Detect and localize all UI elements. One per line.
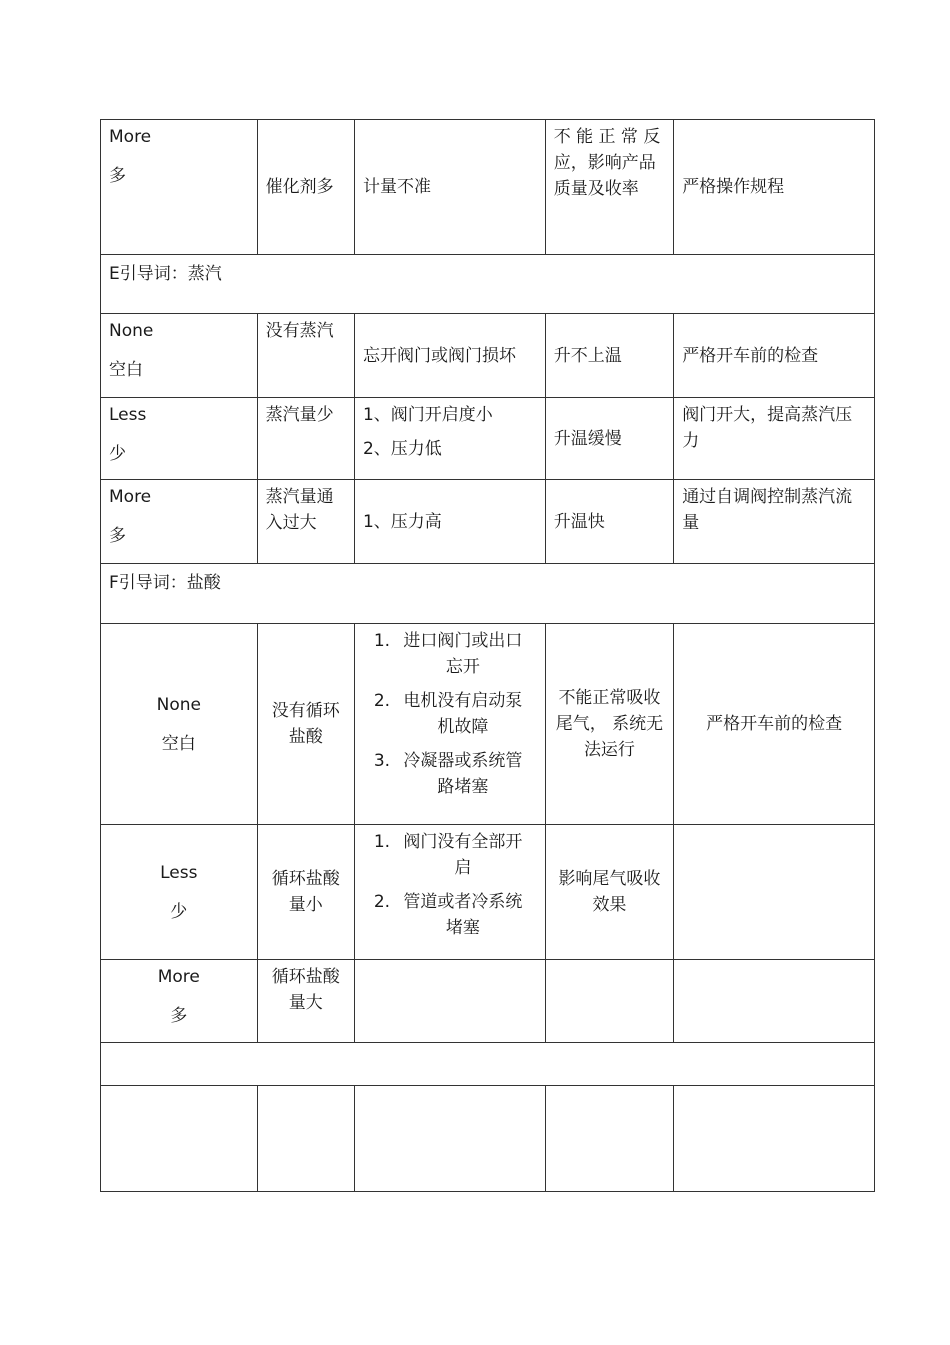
cause-number: 3. (373, 751, 391, 771)
consequence-cell: 不 能 正 常 反应，影响产品质量及收率 (545, 120, 673, 255)
guide-word-en: More (109, 487, 152, 507)
measure-cell: 严格开车前的检查 (674, 314, 875, 398)
guide-word-en: Less (160, 862, 198, 883)
guide-word-zh: 少 (109, 444, 126, 464)
guide-word-zh: 多 (170, 1006, 188, 1026)
measure-cell: 通过自调阀控制蒸汽流量 (674, 480, 875, 564)
table-row (101, 480, 875, 564)
parameter-cell: 循环盐酸量大 (257, 960, 354, 1043)
consequence-cell: 不能正常吸收尾气， 系统无法运行 (545, 624, 673, 825)
section-row (101, 564, 875, 624)
cause-cell (354, 825, 545, 960)
cause-cell: 计量不准 (354, 120, 545, 255)
table-row (101, 624, 875, 825)
cause-item (363, 829, 537, 881)
consequence-cell (545, 960, 673, 1043)
consequence-cell: 升温快 (545, 480, 673, 564)
cause-cell (354, 398, 545, 480)
empty-cell (674, 1086, 875, 1192)
empty-row (101, 1086, 875, 1192)
cause-item (363, 748, 537, 800)
guide-word-zh: 空白 (109, 360, 143, 380)
cause-text: 电机没有启动泵机故障 (403, 691, 523, 737)
table-row (101, 398, 875, 480)
table-row (101, 120, 875, 255)
cause-number: 2. (373, 892, 391, 912)
guide-word-en: More (157, 967, 200, 987)
measure-cell: 严格开车前的检查 (674, 624, 875, 825)
cause-text: 冷凝器或系统管路堵塞 (403, 751, 523, 797)
table-row (101, 960, 875, 1043)
parameter-cell: 没有循环盐酸 (257, 624, 354, 825)
table-row (101, 825, 875, 960)
cause-text: 进口阀门或出口忘开 (403, 631, 523, 677)
parameter-cell: 蒸汽量通入过大 (257, 480, 354, 564)
cause-text: 阀门没有全部开启 (403, 832, 523, 878)
cause-number: 1. (373, 832, 391, 852)
table-row (101, 314, 875, 398)
guide-word-cell (101, 398, 258, 480)
guide-word-cell (101, 825, 258, 960)
measure-cell: 严格操作规程 (674, 120, 875, 255)
parameter-cell: 没有蒸汽 (257, 314, 354, 398)
guide-word-en: None (109, 321, 154, 341)
cause-cell (354, 960, 545, 1043)
cause-item (363, 889, 537, 941)
cause-item: 2、压力低 (362, 439, 442, 459)
guide-word-zh: 少 (170, 901, 188, 922)
guide-word-en: None (156, 694, 201, 715)
empty-cell (354, 1086, 545, 1192)
measure-cell (674, 825, 875, 960)
cause-number: 2. (373, 691, 391, 711)
cause-cell: 忘开阀门或阀门损坏 (354, 314, 545, 398)
section-heading: F引导词：盐酸 (101, 564, 875, 624)
guide-word-cell (101, 480, 258, 564)
consequence-cell: 升温缓慢 (545, 398, 673, 480)
cause-item: 1、阀门开启度小 (362, 405, 493, 425)
cause-number: 1. (373, 631, 391, 651)
cause-cell (354, 624, 545, 825)
guide-word-cell (101, 960, 258, 1043)
empty-cell (257, 1086, 354, 1192)
empty-cell (101, 1086, 258, 1192)
parameter-cell: 蒸汽量少 (257, 398, 354, 480)
measure-cell: 阀门开大，提高蒸汽压力 (674, 398, 875, 480)
empty-section-row (101, 1043, 875, 1086)
parameter-cell: 循环盐酸量小 (257, 825, 354, 960)
guide-word-en: Less (109, 405, 147, 425)
cause-item (363, 628, 537, 680)
empty-cell (545, 1086, 673, 1192)
cause-cell: 1、压力高 (354, 480, 545, 564)
parameter-cell: 催化剂多 (257, 120, 354, 255)
cause-text: 管道或者冷系统堵塞 (403, 892, 523, 938)
guide-word-en: More (109, 127, 152, 147)
section-row (101, 255, 875, 314)
section-heading: E引导词：蒸汽 (101, 255, 875, 314)
measure-cell (674, 960, 875, 1043)
guide-word-zh: 空白 (161, 733, 196, 754)
empty-cell (101, 1043, 875, 1086)
guide-word-cell (101, 120, 258, 255)
guide-word-zh: 多 (109, 526, 126, 546)
consequence-cell: 升不上温 (545, 314, 673, 398)
guide-word-cell (101, 314, 258, 398)
cause-item (363, 688, 537, 740)
guide-word-cell (101, 624, 258, 825)
hazop-table (100, 119, 875, 1192)
consequence-cell: 影响尾气吸收效果 (545, 825, 673, 960)
guide-word-zh: 多 (109, 166, 126, 186)
